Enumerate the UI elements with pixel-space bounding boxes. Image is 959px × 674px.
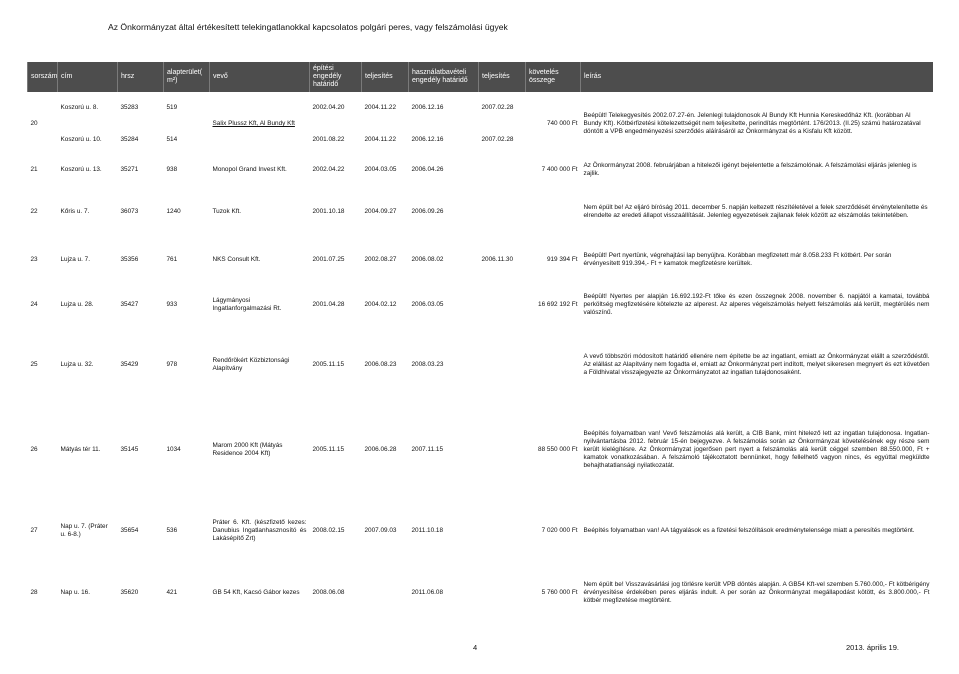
cell-hrsz: 35427 <box>120 300 139 308</box>
cell-hrsz: 35145 <box>120 445 139 453</box>
cell-alapterulet: 761 <box>166 255 178 263</box>
col-teljesites-1: teljesítés <box>362 62 409 92</box>
cell-teljesites-2 <box>479 330 526 400</box>
cell-alapterulet: 536 <box>166 526 178 534</box>
cell-teljesites-1 <box>362 562 409 624</box>
cell-hrsz: 35429 <box>120 360 139 368</box>
col-hasznalat: használatbavételi engedély határidő <box>409 62 479 92</box>
cell-hasznalat: 2006.08.02 <box>411 255 444 263</box>
col-teljesites-2: teljesítés <box>479 62 526 92</box>
col-vevo: vevő <box>210 62 310 92</box>
cell-alapterulet: 421 <box>166 588 178 596</box>
cell-teljesites-1: 2004.09.27 <box>364 207 397 215</box>
cell-alapterulet: 514 <box>166 135 178 143</box>
cell-vevo: Lágymányosi Ingatlanforgalmazási Rt. <box>212 296 282 312</box>
cell-koveteles <box>526 330 581 400</box>
cell-alapterulet: 938 <box>166 165 178 173</box>
cases-table <box>27 62 933 624</box>
cell-vevo: Marom 2000 Kft (Mátyás Residence 2004 Kft) <box>212 441 283 457</box>
table-row <box>28 280 933 330</box>
cell-leiras: Beépült! Pert nyertünk, végrehajtási lap benyújtva. Korábban megfizetett már 8.058.233 Ft kötbért. Per során érvényesített 919.394,- Ft + kamatok megfizetésre kerültek. <box>583 251 892 267</box>
table-row <box>28 500 933 562</box>
cell-hasznalat: 2011.10.18 <box>411 526 444 534</box>
cell-vevo: Salix Plussz Kft, Al Bundy Kft <box>212 119 295 127</box>
cell-teljesites-1: 2004.03.05 <box>364 165 397 173</box>
cell-vevo: Rendőrökért Közbiztonsági Alapítvány <box>212 356 290 372</box>
cell-koveteles <box>526 184 581 240</box>
cell-teljesites-2 <box>479 156 526 184</box>
cell-teljesites-2 <box>479 280 526 330</box>
cell-teljesites-2 <box>479 562 526 624</box>
table-row <box>28 400 933 500</box>
col-sorszam: sorszám <box>28 62 58 92</box>
cell-alapterulet: 1034 <box>166 445 181 453</box>
col-koveteles: követelés összege <box>526 62 581 92</box>
cell-leiras: Beépítés folyamatban van! AA tágyalások es a fizetési felszólítások eredménytelensége miatt a peresítés megtörtént. <box>583 526 915 534</box>
cell-leiras: Nem épült be! Az eljáró bíróság 2011. december 5. napján keltezett részítéletével a felek szerződését érvénytelenítette és elrendelte az eredeti állapot visszaállítását. Jelenleg egyezetések zajlanak felek között az elszámolás tekintetében. <box>583 203 928 219</box>
cell-epitesi: 2002.04.22 <box>312 165 345 173</box>
col-alapterulet: alapterület( m²) <box>164 62 210 92</box>
cell-leiras: A vevő többszöri módosított határidő ellenére nem építette be az ingatlant, emiatt az Önkormányzat elállt a szerződéstől. Az elállást az Alapítvány nem fogadta el, emiatt az Önkormányzat pert indított, melyet sikeresen megnyert és ezt követően a Földhivatal visszajegyezte az Önkormányzatot az ingatlan tulajdonosaként. <box>583 352 930 377</box>
cell-no: 25 <box>30 360 38 368</box>
cell-teljesites-1: 2006.08.23 <box>364 360 397 368</box>
page-title: Az Önkormányzat által értékesített telekingatlanokkal kapcsolatos polgári peres, vagy felszámolási ügyek <box>108 22 508 32</box>
cell-no: 23 <box>30 255 38 263</box>
cell-cim: Nap u. 7. (Práter u. 6-8.) <box>60 522 108 538</box>
col-epitesi: építési engedély határidő <box>310 62 362 92</box>
cell-no: 28 <box>30 588 38 596</box>
cell-cim: Lujza u. 28. <box>60 300 94 308</box>
cell-cim: Nap u. 16. <box>60 588 90 596</box>
table-row <box>28 92 933 124</box>
cell-koveteles: 7 400 000 Ft <box>541 165 578 173</box>
cell-leiras: Beépítés folyamatban van! Vevő felszámolás alá került, a CIB Bank, mint hitelező lett az ingatlan tulajdonosa. Ingatlan-nyilvántartásba 2012. február 15-én bejegyezve. A felszámolás során az Önkormányzat követelésének egy része sem került kielégítésre. Az Önkormányzat jogerősen pert nyert a felszámolás alá került céggel szemben 88.550.000, Ft + kamatok vonatkozásában. A felszámoló tájékoztatott bennünket, hogy fellelhető vagyon nincs, és egyúttal megküldte behajthatatlansági nyilatkozatát. <box>583 429 930 470</box>
cell-hrsz: 35284 <box>120 135 139 143</box>
cell-cim: Koszorú u. 10. <box>60 135 102 143</box>
cell-leiras: Az Önkormányzat 2008. februárjában a hitelezői igényt bejelentette a felszámolónak. A felszámolási eljárás jelenleg is zajlik. <box>583 161 917 177</box>
cell-vevo: NKS Consult Kft. <box>212 255 261 263</box>
cell-no: 24 <box>30 300 38 308</box>
cell-alapterulet: 978 <box>166 360 178 368</box>
cell-epitesi: 2001.10.18 <box>312 207 345 215</box>
cell-no: 20 <box>30 119 38 127</box>
cell-vevo: Práter 6. Kft. (készfizető kezes: Danubius Ingatlanhasznosító és Lakásépítő Zrt) <box>212 518 307 543</box>
page-date: 2013. április 19. <box>846 643 899 652</box>
cell-hasznalat: 2006.12.16 <box>411 103 444 111</box>
cell-teljesites-1: 2004.11.22 <box>364 103 397 111</box>
cell-no: 27 <box>30 526 38 534</box>
header-row <box>28 62 933 92</box>
cell-alapterulet: 1240 <box>166 207 181 215</box>
cell-alapterulet: 519 <box>166 103 178 111</box>
col-cim: cím <box>58 62 118 92</box>
cell-no: 22 <box>30 207 38 215</box>
cell-epitesi: 2001.08.22 <box>312 135 345 143</box>
cell-hrsz: 35620 <box>120 588 139 596</box>
cell-epitesi: 2008.06.08 <box>312 588 345 596</box>
cell-koveteles: 88 550 000 Ft <box>538 445 578 453</box>
cell-teljesites-1: 2004.11.22 <box>364 135 397 143</box>
cell-teljesites-2 <box>479 400 526 500</box>
cell-epitesi: 2001.04.28 <box>312 300 345 308</box>
cell-cim: Mátyás tér 11. <box>60 445 101 453</box>
col-hrsz: hrsz <box>118 62 164 92</box>
cell-hrsz: 35283 <box>120 103 139 111</box>
cell-hasznalat: 2006.12.16 <box>411 135 444 143</box>
cell-cim: Lujza u. 7. <box>60 255 90 263</box>
table-row <box>28 240 933 280</box>
cell-leiras: Beépült! Telekegyesítés 2002.07.27-én. Jelenlegi tulajdonosok Al Bundy Kft Hunnia Kereskedőház Kft. (korábban Al Bundy Kft). Kötbérfizetési kötelezettségét nem teljesítette, perindítás megtörtént. 176/2013. (II.25) számú határozatával döntött a VPB engedményezési szerződés aláírásáról az Önkormányzat és a Kisfalu Kft között. <box>583 111 921 136</box>
cell-no: 21 <box>30 165 38 173</box>
cell-alapterulet: 933 <box>166 300 178 308</box>
page-number: 4 <box>473 643 478 652</box>
cell-hasznalat: 2008.03.23 <box>411 360 444 368</box>
table-row <box>28 184 933 240</box>
cell-epitesi: 2005.11.15 <box>312 445 345 453</box>
cell-leiras: Beépült! Nyertes per alapján 16.692.192-Ft tőke és ezen összegnek 2008. november 6. napjától a kamatai, továbbá perköltség megfizetésére kötelezte az alperest. Az alperes végelszámolás helyett felszámolás alá került, megtérülés nem valószínű. <box>583 292 930 317</box>
cell-vevo: Tuzok Kft. <box>212 207 242 215</box>
cell-koveteles: 740 000 Ft <box>546 119 578 127</box>
cell-vevo: Monopol Grand Invest Kft. <box>212 165 287 173</box>
cell-teljesites-1: 2002.08.27 <box>364 255 397 263</box>
cell-epitesi: 2008.02.15 <box>312 526 345 534</box>
cell-teljesites-2: 2006.11.30 <box>481 255 514 263</box>
cell-cim: Kőris u. 7. <box>60 207 90 215</box>
cell-hasznalat: 2007.11.15 <box>411 445 444 453</box>
cell-cim: Koszorú u. 8. <box>60 103 99 111</box>
cell-teljesites-1: 2006.06.28 <box>364 445 397 453</box>
cell-koveteles: 16 692 192 Ft <box>538 300 578 308</box>
cell-teljesites-2 <box>479 184 526 240</box>
cell-koveteles: 5 760 000 Ft <box>541 588 578 596</box>
cell-hrsz: 36073 <box>120 207 139 215</box>
cell-teljesites-1: 2004.02.12 <box>364 300 397 308</box>
cell-teljesites-2 <box>479 500 526 562</box>
col-leiras: leírás <box>581 62 933 92</box>
cell-cim: Lujza u. 32. <box>60 360 94 368</box>
cell-koveteles: 7 020 000 Ft <box>541 526 578 534</box>
cell-cim: Koszorú u. 13. <box>60 165 102 173</box>
cell-koveteles: 919 394 Ft <box>546 255 578 263</box>
cell-epitesi: 2001.07.25 <box>312 255 345 263</box>
cell-epitesi: 2002.04.20 <box>312 103 345 111</box>
cell-epitesi: 2005.11.15 <box>312 360 345 368</box>
cell-hasznalat: 2006.04.26 <box>411 165 444 173</box>
table-row <box>28 330 933 400</box>
cell-hrsz: 35654 <box>120 526 139 534</box>
cell-hasznalat: 2006.09.26 <box>411 207 444 215</box>
cell-no: 26 <box>30 445 38 453</box>
cell-vevo: GB 54 Kft, Kacsó Gábor kezes <box>212 588 300 596</box>
table-row <box>28 156 933 184</box>
cell-hrsz: 35356 <box>120 255 139 263</box>
cell-leiras: Nem épült be! Visszavásárlási jog törlésre került VPB döntés alapján. A GB54 Kft-vel szemben 5.760.000,- Ft kötbérigény érvényesítése érdekében peres eljárás indult. A per során az Önkormányzat megállapodást kötött, és 3.800.000,- Ft kötbér megfizetése megtörtént. <box>583 580 930 605</box>
cell-hasznalat: 2011.06.08 <box>411 588 444 596</box>
cell-teljesites-1: 2007.09.03 <box>364 526 397 534</box>
cell-teljesites-2: 2007.02.28 <box>481 135 514 143</box>
cell-teljesites-2: 2007.02.28 <box>481 103 514 111</box>
cell-hasznalat: 2006.03.05 <box>411 300 444 308</box>
cell-hrsz: 35271 <box>120 165 139 173</box>
table-row <box>28 562 933 624</box>
